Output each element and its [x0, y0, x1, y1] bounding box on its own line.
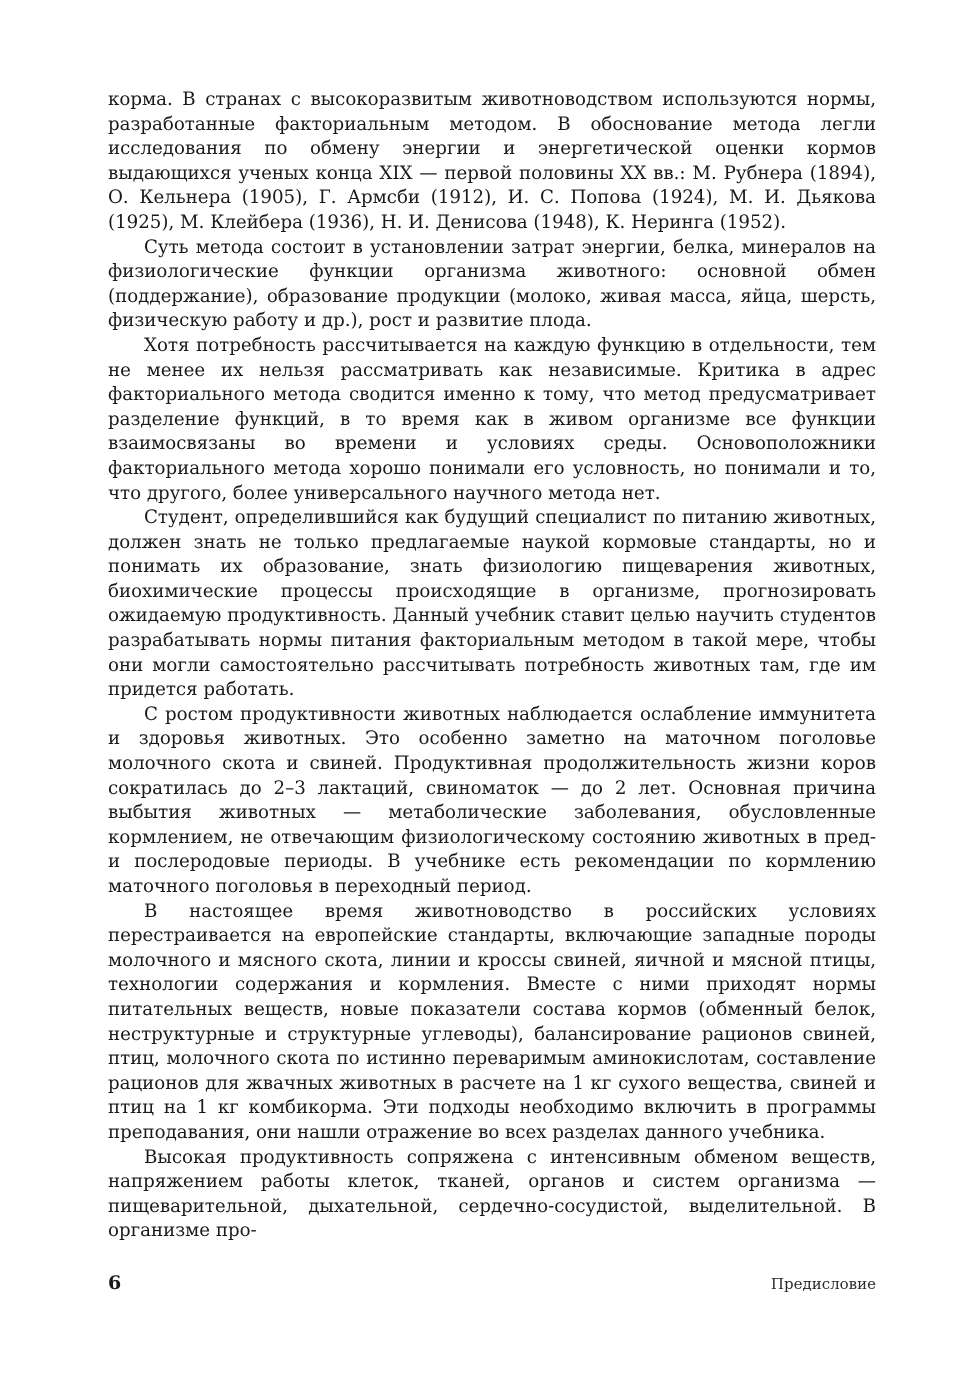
running-title: Предисловие [770, 1275, 876, 1293]
paragraph: Суть метода состоит в установлении затрат энергии, белка, минералов на физиологические функции организма животного: основной обмен (поддержание), образование продукции (молоко, живая масса, яйца, шерсть, физическую работу и др.), рост и развитие плода. [108, 236, 876, 332]
paragraph: Студент, определившийся как будущий специалист по питанию животных, должен знать не только предлагаемые наукой кормовые стандарты, но и понимать их образование, знать физиологию пищеварения животных, биохимические процессы происходящие в организме, прогнозировать ожидаемую продуктивность. Данный учебник ставит целью научить студентов разрабатывать нормы питания факториальным методом в такой мере, чтобы они могли самостоятельно рассчитывать потребность животных там, где им придется работать. [108, 507, 876, 701]
paragraph-continuation: корма. В странах с высокоразвитым животноводством используются нормы, разработанные факториальным методом. В обоснование метода легли исследования по обмену энергии и энергетической оценки кормов выдающихся ученых конца XIX — первой половины XX вв.: М. Рубнера (1894), О. Кельнера (1905), Г. Армсби (1912), И. С. Попова (1924), М. И. Дьякова (1925), М. Клейбера (1936), Н. И. Денисова (1948), К. Неринга (1952). [108, 89, 876, 233]
paragraph: Хотя потребность рассчитывается на каждую функцию в отдельности, тем не менее их нельзя рассматривать как независимые. Критика в адрес факториального метода сводится именно к тому, что метод предусматривает разделение функций, в то время как в живом организме все функции взаимосвязаны во времени и условиях среды. Основоположники факториального метода хорошо понимали его условность, но понимали и то, что другого, более универсального научного метода нет. [108, 334, 876, 504]
page-footer [108, 1272, 876, 1300]
body-text [108, 88, 876, 1244]
paragraph: В настоящее время животноводство в российских условиях перестраивается на европейские стандарты, включающие западные породы молочного и мясного скота, линии и кроссы свиней, яичной и мясной птицы, технологии содержания и кормления. Вместе с ними приходят нормы питательных веществ, новые показатели состава кормов (обменный белок, неструктурные и структурные углеводы), балансирование рационов свиней, птиц, молочного скота по истинно переваримым аминокислотам, составление рационов для жвачных животных в расчете на 1 кг сухого вещества, свиней и птиц на 1 кг комбикорма. Эти подходы необходимо включить в программы преподавания, они нашли отражение во всех разделах данного учебника. [108, 900, 876, 1143]
page-number: 6 [108, 1272, 122, 1294]
paragraph: Высокая продуктивность сопряжена с интенсивным обменом веществ, напряжением работы клеток, тканей, органов и систем организма — пищеварительной, дыхательной, сердечно-сосудистой, выделительной. В организме про- [108, 1146, 876, 1242]
paragraph: С ростом продуктивности животных наблюдается ослабление иммунитета и здоровья животных. Это особенно заметно на маточном поголовье молочного скота и свиней. Продуктивная продолжительность жизни коров сократилась до 2–3 лактаций, свиноматок — до 2 лет. Основная причина выбытия животных — метаболические заболевания, обусловленные кормлением, не отвечающим физиологическому состоянию животных в пред- и послеродовые периоды. В учебнике есть рекомендации по кормлению маточного поголовья в переходный период. [108, 703, 876, 897]
